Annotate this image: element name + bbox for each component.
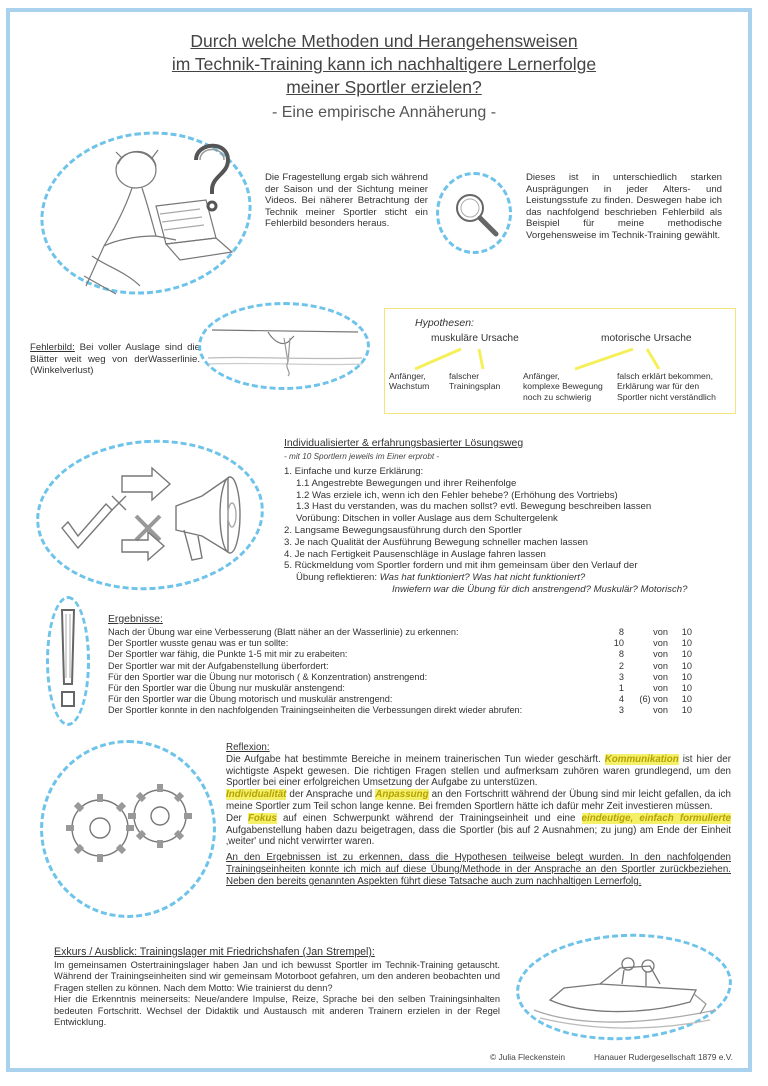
result-count: 10 (613, 638, 624, 649)
exkurs-text-2: Hier die Erkenntnis meinerseits: Neue/andere Impulse, Reize, Sprache bei den selben Trainingsinhalten bedeuten Fortschritt. Wechsel der Didaktik und Austausch mit anderen Trainern erzielen in der Regel Entwicklung. (54, 994, 500, 1028)
result-von: (6) von (639, 694, 668, 705)
footer-club: Hanauer Rudergesellschaft 1879 e.V. (594, 1052, 733, 1062)
result-count: 3 (618, 671, 624, 682)
poster-subtitle: - Eine empirische Annäherung - (271, 104, 497, 121)
step-vorubung: Vorübung: Ditschen in voller Auslage aus dem Schultergelenk (296, 513, 558, 525)
gears-sketch-icon (56, 770, 206, 880)
hypotheses-title: Hypothesen: (415, 317, 474, 329)
keyword-fokus: Fokus (247, 812, 277, 824)
result-text: Für den Sportler war die Übung nur muskulär anstengend: (108, 683, 345, 694)
footer-author: © Julia Fleckenstein (490, 1052, 566, 1062)
result-count: 8 (618, 627, 624, 637)
hypothesis-leaf-2: falscher Trainingsplan (449, 371, 501, 392)
result-von: von (653, 705, 668, 716)
reflexion-p2-text: ist hier der wichtigste Aspekt gewesen. Die richtigen Fragen stellen und aufmerksam zuhören waren grundlegend, um den Sportler bei einer erfolgreichen Umsetzung der Aufgabe zu unterstüzen. (226, 753, 731, 789)
reflexion-p3a-text: der Ansprache und (286, 789, 376, 801)
result-von: von (653, 638, 668, 649)
magnifier-icon (448, 186, 504, 242)
reflexion-p4c-text: Aufgabenstellung haben dazu beigetragen, dass die Sportler (bis auf 2 Ausnahmen; zu jung) am Ende der Einheit ‚weiter' und nicht verwirrter waren. (226, 824, 731, 848)
step-1-1: 1.1 Angestrebte Bewegungen und ihrer Reihenfolge (296, 477, 517, 489)
reflexion-p3b-text: an den Fortschritt während der Übung sind mir leicht gefallen, da ich meine Sportler zum Teil schon lange kenne. Bei fremden Sportlern hätte ich dafür mehr Zeit investieren müssen. (226, 789, 731, 812)
results-table (108, 627, 692, 717)
result-von: von (653, 649, 668, 660)
result-text: Der Sportler war mit der Aufgabenstellung überfordert: (108, 660, 329, 671)
result-total: 10 (681, 694, 692, 705)
exclamation-mark-sketch-icon (54, 604, 82, 720)
exkurs-text-1: Im gemeinsamen Ostertrainingslager haben Jan und ich bewusst Sportler im Technik-Training getauscht. Während der Trainingseinheiten sind wir gemeinsam Motorboot gefahren, um den anderen beobachten und Fragen stellen zu können. Nach dem Motto: Wie trainierst du denn? (54, 960, 500, 993)
fehlerbild-label: Fehlerbild: (30, 342, 75, 353)
reflexion-p1-text: Die Aufgabe hat bestimmte Bereiche in meinem trainerischen Tun wieder geschärft. (226, 753, 601, 765)
title-line-2: im Technik-Training kann ich nachhaltigere Lernerfolge (171, 54, 597, 74)
results-row (108, 649, 692, 660)
result-text: Der Sportler konnte in den nachfolgenden Trainingseinheiten die Verbessungen direkt wieder abrufen: (108, 705, 523, 716)
step-5-cont (284, 572, 687, 584)
reflexion-p3 (226, 789, 731, 813)
results-row (108, 694, 692, 705)
result-von: von (653, 683, 668, 694)
keyword-individualitaet: Individualität (226, 789, 287, 801)
solution-note: - mit 10 Sportlern jeweils im Einer erprobt - (284, 452, 440, 461)
arrows-check-cross-sketch-icon (52, 456, 252, 576)
result-total: 10 (681, 649, 692, 660)
result-total: 10 (681, 660, 692, 671)
results-row (108, 638, 692, 649)
result-count: 3 (618, 705, 624, 716)
hypothesis-leaf-3: Anfänger, komplexe Bewegung noch zu schwierig (523, 371, 603, 402)
reflect-question-2: Inwiefern war die Übung für dich anstrengend? Muskulär? Motorisch? (392, 583, 688, 595)
exkurs-title-text: Exkurs / Ausblick: Trainingslager mit Friedrichshafen (Jan Strempel): (54, 946, 375, 958)
step-1-3: 1.3 Hast du verstanden, was du machen sollst? evtl. Bewegung beschreiben lassen (296, 501, 652, 513)
solution-steps (284, 466, 687, 596)
keyword-kommunikation: Kommunikation (604, 753, 679, 765)
result-count: 2 (618, 660, 624, 671)
step-1-2: 1.2 Was erziele ich, wenn ich den Fehler behebe? (Erhöhung des Vortriebs) (296, 489, 618, 501)
result-text: Nach der Übung war eine Verbesserung (Blatt näher an der Wasserlinie) zu erkennen: (108, 627, 459, 637)
reflexion-p4b-text: auf einen Schwerpunkt während der Trainingseinheit und eine (276, 812, 582, 824)
solution-title (284, 438, 523, 449)
hypothesis-leaf-4: falsch erklärt bekommen, Erklärung war für den Sportler nicht verständlich (617, 371, 716, 402)
title-line-1: Durch welche Methoden und Herangehensweisen (190, 31, 578, 51)
result-von: von (653, 660, 668, 671)
results-row (108, 627, 692, 638)
step-1: 1. Einfache und kurze Erklärung: (284, 466, 424, 477)
result-total: 10 (681, 705, 692, 716)
hypothesis-muscular: muskuläre Ursache (431, 333, 519, 344)
hypothesis-motor: motorische Ursache (601, 333, 692, 344)
exkurs-body (54, 960, 500, 1028)
results-row (108, 672, 692, 683)
reflexion-p4a-text: Der (226, 812, 248, 824)
result-count: 1 (618, 683, 624, 694)
fehlerbild-text (30, 342, 200, 377)
result-text: Für den Sportler war die Übung nur motorisch ( & Konzentration) anstrengend: (108, 671, 428, 682)
reflexion-p1 (226, 754, 731, 789)
result-count: 4 (618, 694, 624, 705)
intro-left-text: Die Fragestellung ergab sich während der Saison und der Sichtung meiner Videos. Bei näherer Betrachtung der Technik meiner Sportler sticht ein Fehlerbild besonders heraus. (265, 172, 428, 230)
step-5-cont-text: Übung reflektieren: (296, 572, 380, 584)
reflect-question-1: Was hat funktioniert? Was hat nicht funktioniert? (379, 572, 586, 584)
results-title-text: Ergebnisse: (108, 614, 163, 625)
result-total: 10 (681, 638, 692, 649)
step-3: 3. Je nach Qualität der Ausführung Bewegung schneller machen lassen (284, 536, 588, 548)
result-total: 10 (681, 683, 692, 694)
exkurs-title (54, 946, 375, 958)
oar-blade-sketch-icon (208, 312, 362, 384)
results-title (108, 614, 163, 625)
reflexion-p4 (226, 813, 731, 848)
reflexion-title: Reflexion: (226, 742, 270, 753)
result-von: von (653, 627, 668, 637)
result-text: Für den Sportler war die Übung motorisch und muskulär anstrengend: (108, 694, 393, 705)
results-row (108, 683, 692, 694)
result-von: von (653, 671, 668, 682)
step-2: 2. Langsame Bewegungsausführung durch den Sportler (284, 524, 522, 536)
result-total: 10 (681, 627, 692, 637)
keyword-anpassung: Anpassung (375, 789, 429, 801)
intro-right-text: Dieses ist in unterschiedlich starken Ausprägungen in jeder Alters- und Leistungsstufe zu finden. Deswegen habe ich das nachfolgend beschrieben Fehlerbild als Beispiel für meine methodische Vorgehensweise im Technik-Training gewählt. (526, 172, 722, 241)
step-5-cont-2 (284, 584, 687, 596)
hypothesis-leaf-1: Anfänger, Wachstum (389, 371, 430, 392)
poster-title (0, 30, 768, 99)
result-text: Der Sportler war fähig, die Punkte 1-5 mit mir zu erabeiten: (108, 649, 348, 660)
reflexion-section (226, 742, 731, 888)
step-4: 4. Je nach Fertigkeit Pausenschläge in Auslage fahren lassen (284, 548, 546, 560)
motorboat-sketch-icon (530, 944, 720, 1034)
hypotheses-box (384, 308, 736, 414)
fehlerbild-description: Bei voller Auslage sind die Blätter weit weg von derWasserlinie.(Winkelverlust) (30, 342, 200, 377)
solution-title-text: Individualisierter & erfahrungsbasierter Lösungsweg (284, 438, 524, 449)
step-5: 5. Rückmeldung vom Sportler fordern und mit ihm gemeinsam über den Verlauf der (284, 560, 638, 572)
keyword-eindeutig: eindeutige, einfach formulierte (581, 812, 731, 824)
result-count: 8 (618, 649, 624, 660)
result-text: Der Sportler wusste genau was er tun sollte: (108, 638, 289, 649)
question-mark-sketch-icon (186, 136, 236, 216)
result-total: 10 (681, 671, 692, 682)
title-line-3: meiner Sportler erzielen? (286, 77, 482, 97)
results-row (108, 661, 692, 672)
results-row (108, 705, 692, 716)
reflexion-p5: An den Ergebnissen ist zu erkennen, dass die Hypothesen teilweise belegt wurden. In den nachfolgenden Trainingseinheiten konnte ich mich auf diese Übung/Methode in der Ansprache an den Sportler zurückbeziehen. Neben den bereits genannten Aspekten führt diese Tatsache auch zum nachhaltigen Lernerfolg. (226, 852, 731, 887)
